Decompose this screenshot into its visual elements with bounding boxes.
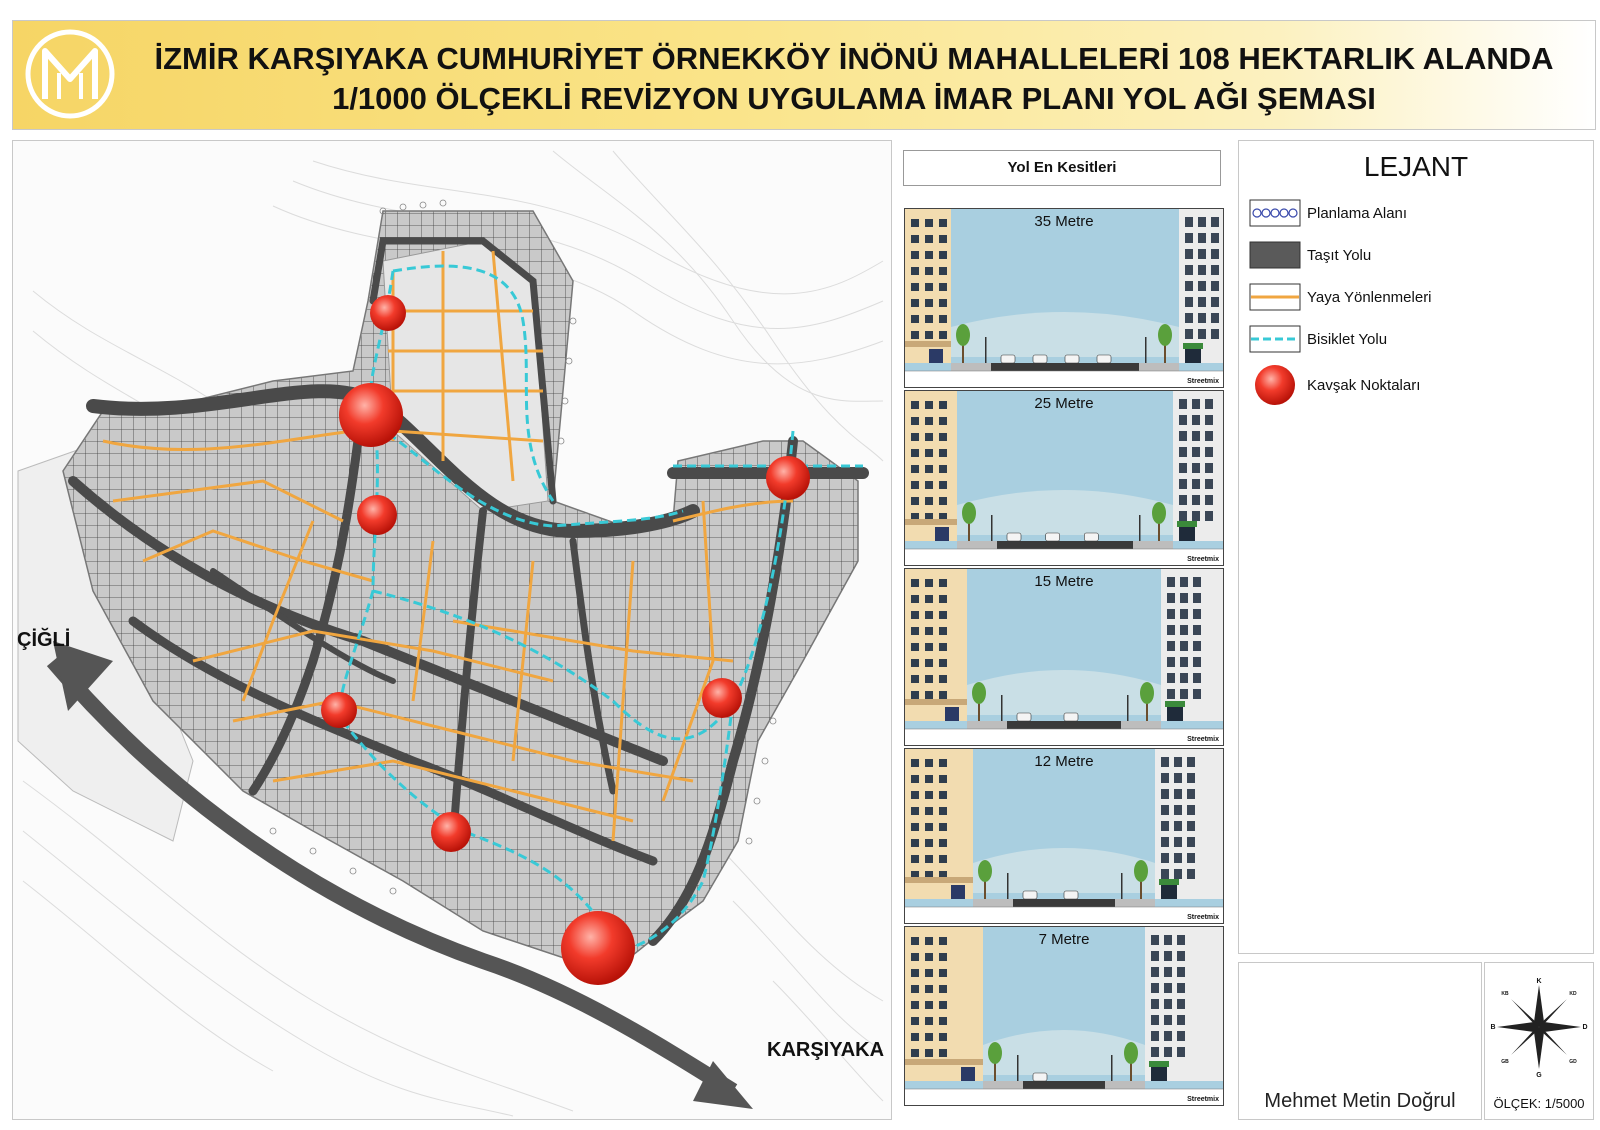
- legend-title: LEJANT: [1363, 151, 1469, 182]
- map-scale: ÖLÇEK: 1/5000: [1493, 1096, 1585, 1111]
- road-section-25m[interactable]: [904, 390, 1224, 566]
- junction-point[interactable]: [702, 678, 742, 718]
- compass-nw: KB: [1501, 991, 1509, 997]
- legend-item-pedestrian: [1249, 283, 1579, 313]
- planning-area-icon: [1249, 199, 1301, 227]
- vehicle-road-icon: [1249, 241, 1301, 269]
- streetmix-credit: Streetmix: [1187, 736, 1219, 743]
- junction-point[interactable]: [561, 911, 635, 985]
- streetmix-credit: Streetmix: [1187, 914, 1219, 921]
- compass-ne: KD: [1569, 991, 1577, 997]
- streetmix-credit: Streetmix: [1187, 1096, 1219, 1103]
- map-canvas: [13, 141, 891, 1119]
- road-section-7m[interactable]: [904, 926, 1224, 1106]
- road-sections-title: Yol En Kesitleri: [903, 150, 1221, 186]
- page-title: [123, 39, 1585, 119]
- logo-icon: [23, 27, 117, 121]
- streetmix-credit: Streetmix: [1187, 556, 1219, 563]
- pedestrian-route-icon: [1249, 283, 1301, 311]
- section-label: 12 Metre: [1034, 753, 1094, 770]
- compass-e: D: [1582, 1024, 1588, 1031]
- compass-sw: GB: [1501, 1059, 1509, 1065]
- legend-label: Bisiklet Yolu: [1307, 331, 1388, 348]
- section-label: 35 Metre: [1034, 213, 1094, 230]
- section-label: 15 Metre: [1034, 573, 1094, 590]
- legend-item-junction: [1249, 363, 1579, 407]
- title-banner: [12, 20, 1596, 130]
- junction-point[interactable]: [357, 495, 397, 535]
- author-box: [1238, 962, 1482, 1120]
- legend-panel: [1238, 140, 1594, 954]
- junction-point-icon: [1249, 363, 1301, 407]
- section-illustration: [905, 569, 1223, 745]
- legend-label: Yaya Yönlenmeleri: [1307, 289, 1432, 306]
- label-cigli: ÇİĞLİ: [17, 629, 71, 651]
- junction-point[interactable]: [766, 456, 810, 500]
- legend-item-bicycle: [1249, 325, 1579, 355]
- junction-point[interactable]: [370, 295, 406, 331]
- section-label: 25 Metre: [1034, 395, 1094, 412]
- compass-box: [1484, 962, 1594, 1120]
- streetmix-credit: Streetmix: [1187, 378, 1219, 385]
- title-line-2: 1/1000 ÖLÇEKLİ REVİZYON UYGULAMA İMAR PLANI YOL AĞI ŞEMASI: [332, 81, 1376, 116]
- legend-label: Planlama Alanı: [1307, 205, 1408, 222]
- legend-label: Taşıt Yolu: [1307, 247, 1372, 264]
- road-section-35m[interactable]: [904, 208, 1224, 388]
- section-label: 7 Metre: [1038, 931, 1090, 948]
- section-illustration: [905, 391, 1223, 565]
- compass-w: B: [1490, 1024, 1496, 1031]
- compass-se: GD: [1569, 1059, 1577, 1065]
- compass-s: G: [1536, 1072, 1542, 1077]
- compass-rose-icon: [1489, 977, 1589, 1077]
- section-illustration: [905, 927, 1223, 1105]
- junction-point[interactable]: [431, 812, 471, 852]
- road-section-15m[interactable]: [904, 568, 1224, 746]
- road-section-12m[interactable]: [904, 748, 1224, 924]
- legend-label: Kavşak Noktaları: [1307, 377, 1421, 394]
- legend-item-planning-area: [1249, 199, 1579, 229]
- road-network-map[interactable]: [12, 140, 892, 1120]
- junction-point[interactable]: [321, 692, 357, 728]
- junction-point[interactable]: [339, 383, 403, 447]
- title-line-1: İZMİR KARŞIYAKA CUMHURİYET ÖRNEKKÖY İNÖNÜ MAHALLELERİ 108 HEKTARLIK ALANDA: [154, 41, 1554, 76]
- label-karsiyaka: KARŞIYAKA: [767, 1039, 885, 1061]
- author-name: Mehmet Metin Doğrul: [1264, 1090, 1456, 1112]
- legend-item-vehicle-road: [1249, 241, 1579, 271]
- section-illustration: [905, 209, 1223, 387]
- bicycle-path-icon: [1249, 325, 1301, 353]
- compass-n: K: [1536, 978, 1542, 985]
- section-illustration: [905, 749, 1223, 923]
